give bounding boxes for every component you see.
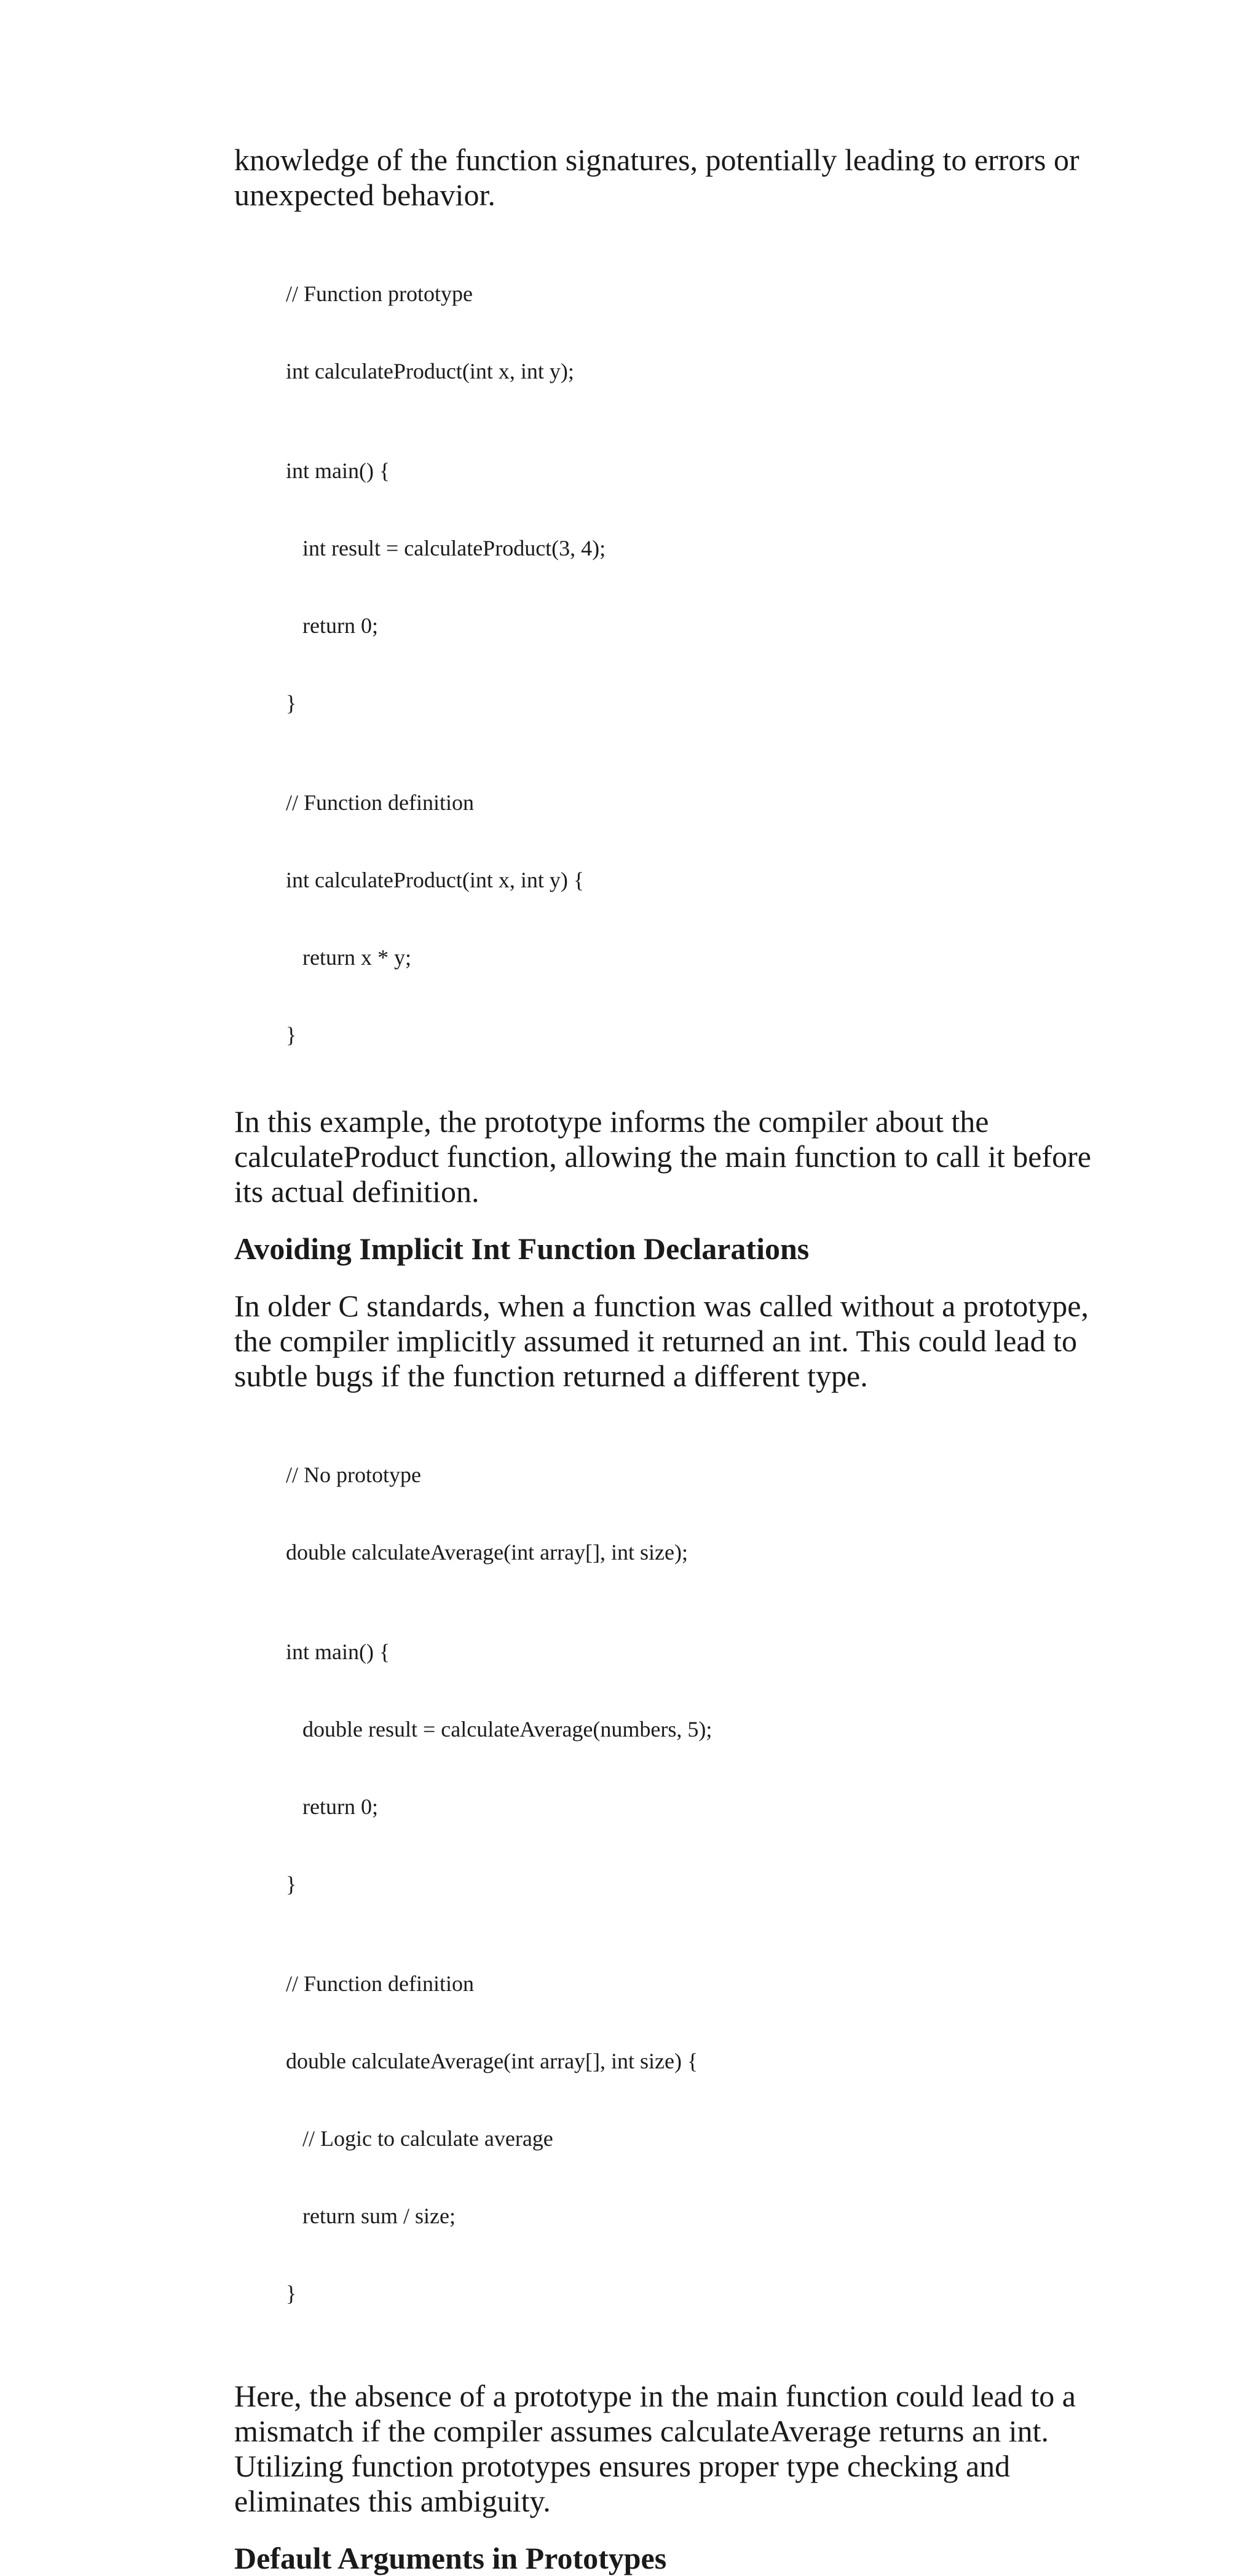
code-line: // Logic to calculate average <box>286 2126 553 2151</box>
code-line: return 0; <box>286 1794 378 1819</box>
code-line: int result = calculateProduct(3, 4); <box>286 536 606 560</box>
intro-paragraph: knowledge of the function signatures, potentially leading to errors or unexpected behavior. <box>234 143 1079 212</box>
code-line: return sum / size; <box>286 2204 456 2228</box>
page-content <box>234 143 1107 2576</box>
code-block-calculate-average <box>286 1410 1107 2358</box>
code-line: // Function definition <box>286 790 474 815</box>
section-heading-default-arguments: Default Arguments in Prototypes <box>234 2541 667 2575</box>
code-line: return 0; <box>286 613 378 638</box>
code-line: int main() { <box>286 458 390 483</box>
code-line: } <box>286 1872 297 1896</box>
older-c-paragraph: In older C standards, when a function was called without a prototype, the compiler implicitly assumed it returned an int. This could lead to subtle bugs if the function returned a different type. <box>234 1289 1089 1393</box>
code-line: } <box>286 2281 297 2306</box>
explanation-paragraph: Here, the absence of a prototype in the main function could lead to a mismatch if the compiler assumes calculateAverage returns an int. Utilizing function prototypes ensures proper type checking and eliminates this ambiguity. <box>234 2379 1076 2518</box>
code-line: // No prototype <box>286 1463 421 1487</box>
code-line: } <box>286 1023 297 1047</box>
code-line: int calculateProduct(int x, int y) { <box>286 868 585 892</box>
code-line: return x * y; <box>286 945 411 970</box>
code-block-calculate-product <box>286 229 1107 1099</box>
code-line: double calculateAverage(int array[], int size); <box>286 1540 688 1565</box>
code-line: double result = calculateAverage(numbers, 5); <box>286 1717 712 1742</box>
code-line: int calculateProduct(int x, int y); <box>286 359 574 383</box>
code-line: int main() { <box>286 1639 390 1664</box>
code-line: } <box>286 691 297 715</box>
section-heading-implicit-int: Avoiding Implicit Int Function Declarations <box>234 1231 810 1266</box>
code-line: // Function definition <box>286 1971 474 1996</box>
explanation-paragraph: In this example, the prototype informs the compiler about the calculateProduct function, allowing the main function to call it before its actual definition. <box>234 1104 1091 1209</box>
code-line: // Function prototype <box>286 281 473 306</box>
code-line: double calculateAverage(int array[], int size) { <box>286 2049 698 2073</box>
